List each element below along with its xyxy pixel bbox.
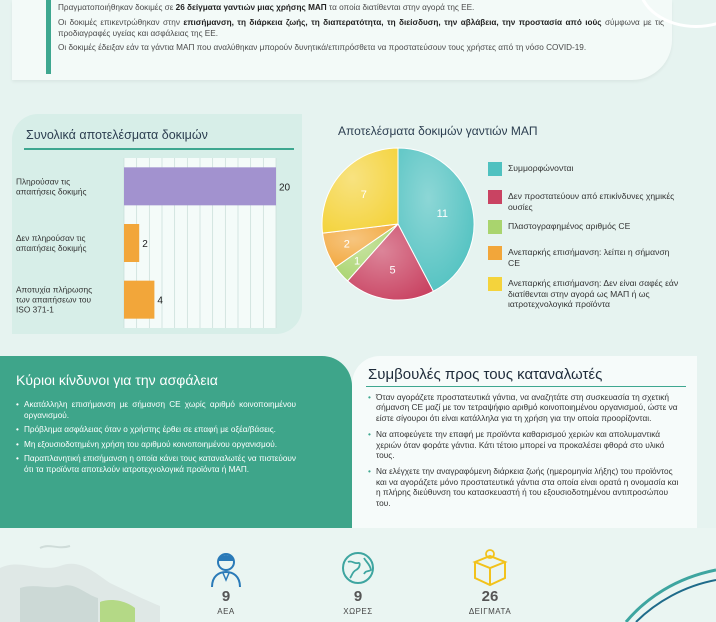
list-item: • Όταν αγοράζετε προστατευτικά γάντια, να αναζητάτε στη συσκευασία τη σχετική σήμανση CE μαζί με τον τετραψήφιο αριθμό κοινοποιημένου οργανισμού, ώστε να είστε σίγουροι ότι είναι κατάλληλα για τη χρήση για την οποία προορίζονται.	[368, 392, 680, 423]
consumer-advice-panel	[352, 356, 697, 528]
legend-label: Ανεπαρκής επισήμανση: Δεν είναι σαφές εάν διατίθενται στην αγορά ως ΜΑΠ ή ως ιατροτεχνολογικά προϊόντα	[508, 278, 679, 309]
stat-number: 9	[221, 588, 231, 605]
category-label: Αποτυχία πλήρωσης των απαιτήσεων του ISO 371-1	[16, 284, 93, 315]
intro-p1-bold: 26 δείγματα γαντιών μιας χρήσης ΜΑΠ	[175, 3, 327, 12]
legend-swatch	[488, 190, 502, 204]
list-item: • Πρόβλημα ασφάλειας όταν ο χρήστης έρθει σε επαφή με οξέα/βάσεις.	[16, 425, 296, 436]
list-item: • Μη εξουσιοδοτημένη χρήση του αριθμού κοινοποιημένου οργανισμού.	[16, 440, 296, 451]
bar-value-label: 20	[279, 182, 291, 194]
intro-box	[12, 0, 672, 80]
legend-label: Δεν προστατεύουν από επικίνδυνες χημικές ουσίες	[508, 191, 675, 212]
legend-swatch	[488, 246, 502, 260]
list-item: • Ακατάλληλη επισήμανση με σήμανση CE χωρίς αριθμό κοινοποιημένου οργανισμού.	[16, 400, 296, 421]
intro-text	[58, 2, 664, 57]
intro-accent-bar	[46, 0, 51, 74]
intro-p1-post: τα οποία διατίθενται στην αγορά της ΕΕ.	[326, 3, 475, 12]
legend-swatch	[488, 277, 502, 291]
bar-value-label: 4	[157, 295, 163, 307]
list-item: • Να αποφεύγετε την επαφή με προϊόντα καθαρισμού χεριών και απολυμαντικά χεριών όταν φοράτε γάντια. Κάτι τέτοιο μπορεί να προκαλέσει φθορά στο υλικό τους.	[368, 429, 680, 460]
stat-label: ΧΩΡΕΣ	[343, 607, 373, 616]
legend-label: Ανεπαρκής επισήμανση: λείπει η σήμανση CE	[508, 247, 670, 268]
pie-value-label: 7	[360, 188, 367, 201]
bar	[124, 224, 139, 262]
globe-icon	[340, 550, 376, 588]
legend-label: Συμμορφώνονται	[508, 163, 574, 173]
intro-p1-pre: Πραγματοποιήθηκαν δοκιμές σε	[58, 3, 176, 12]
consumer-advice-title: Συμβουλές προς τους καταναλωτές	[368, 366, 603, 383]
bar	[124, 281, 154, 319]
pie-value-label: 11	[436, 208, 448, 221]
box-icon	[470, 548, 510, 588]
stat-countries	[318, 550, 398, 616]
decorative-swoosh	[596, 528, 716, 622]
stat-number: 26	[481, 588, 499, 605]
legend-swatch	[488, 220, 502, 234]
intro-paragraph-3: Οι δοκιμές έδειξαν εάν τα γάντια ΜΑΠ που αναλύθηκαν μπορούν δυνητικά/επιπρόσθετα να προστατεύσουν τους χρήστες από τη νόσο COVID-19.	[58, 43, 587, 52]
safety-risks-list	[16, 400, 296, 480]
consumer-advice-underline	[366, 386, 686, 387]
pie-value-label: 5	[389, 264, 396, 277]
overall-results-title: Συνολικά αποτελέσματα δοκιμών	[26, 128, 208, 142]
list-item: • Να ελέγχετε την αναγραφόμενη διάρκεια ζωής (ημερομηνία λήξης) του προϊόντος και να αγοράζετε μόνο προστατευτικά γάντια στα οποία είναι ορατά η ονομασία και η πλήρης διεύθυνση του κατασκευαστή ή του εξουσιοδοτημένου αντιπροσώπου του.	[368, 466, 680, 508]
intro-p2-pre: Οι δοκιμές επικεντρώθηκαν στην	[58, 17, 184, 27]
bar	[124, 167, 276, 205]
intro-p2-post: σύμφωνα με τις προδιαγραφές υγείας και ασφάλειας της ΕΕ.	[58, 17, 664, 38]
bar-value-label: 2	[142, 239, 148, 250]
overall-results-panel	[12, 114, 302, 334]
stats-strip	[0, 528, 716, 622]
safety-risks-title: Κύριοι κίνδυνοι για την ασφάλεια	[16, 372, 218, 388]
glove-results-panel	[318, 114, 703, 330]
legend-label: Πλαστογραφημένος αριθμός CE	[508, 221, 631, 231]
pie-value-label: 1	[353, 255, 361, 268]
pie-value-label: 2	[343, 238, 350, 251]
stat-samples	[450, 548, 530, 616]
stat-number: 9	[353, 588, 363, 605]
overall-results-bar-chart	[12, 154, 302, 334]
europe-map	[0, 528, 170, 622]
intro-p2-bold: επισήμανση, τη διάρκεια ζωής, τη διαπερατότητα, τη διείσδυση, την αβλάβεια, την προστασία από ιούς	[183, 17, 602, 27]
list-item: • Παραπλανητική επισήμανση η οποία κάνει τους καταναλωτές να πιστεύουν ότι τα προϊόντα αποτελούν ιατροτεχνολογικά προϊόντα ή ΜΑΠ.	[16, 454, 296, 475]
legend-swatch	[488, 162, 502, 176]
safety-risks-panel	[0, 356, 352, 528]
glove-results-pie-chart	[318, 144, 478, 304]
intro-paragraph-1	[58, 2, 664, 13]
stat-label: ΑΕΑ	[217, 607, 235, 616]
stat-authorities	[186, 550, 266, 616]
consumer-advice-list	[368, 392, 680, 514]
person-icon	[209, 550, 243, 588]
intro-paragraph-2	[58, 17, 664, 39]
overall-results-underline	[24, 148, 294, 150]
category-label: Πληρούσαν τις απαιτήσεις δοκιμής	[16, 176, 87, 197]
glove-results-title: Αποτελέσματα δοκιμών γαντιών ΜΑΠ	[338, 124, 538, 138]
category-label: Δεν πληρούσαν τις απαιτήσεις δοκιμής	[16, 233, 87, 253]
stat-label: ΔΕΙΓΜΑΤΑ	[468, 607, 512, 616]
